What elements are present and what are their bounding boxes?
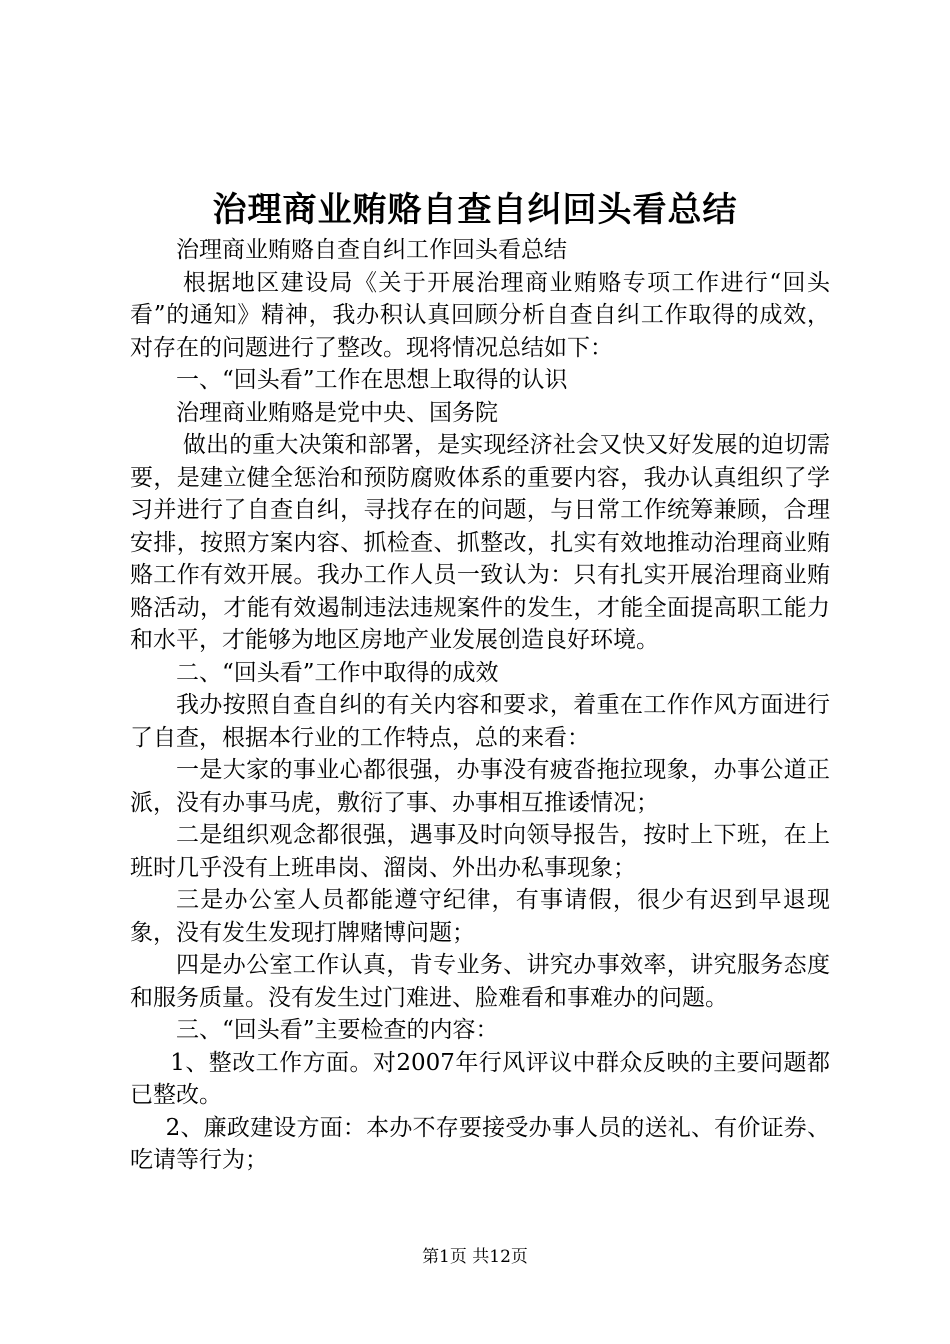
paragraph-section-1-lead: 治理商业贿赂是党中央、国务院	[176, 399, 498, 426]
paragraph-point-1: 一是大家的事业心都很强，办事没有疲沓拖拉现象，办事公道正派，没有办事马虎，敷衍了事、办事相互推诿情况；	[130, 757, 830, 816]
paragraph-item-1: 1、整改工作方面。对2007年行风评议中群众反映的主要问题都已整改。	[130, 1049, 830, 1108]
document-title: 治理商业贿赂自查自纠回头看总结	[212, 190, 738, 230]
document-body	[130, 234, 830, 1177]
paragraph-section-1-body: 做出的重大决策和部署，是实现经济社会又快又好发展的迫切需要，是建立健全惩治和预防腐败体系的重要内容，我办认真组织了学习并进行了自查自纠，寻找存在的问题，与日常工作统筹兼顾，合理安排，按照方案内容、抓检查、抓整改，扎实有效地推动治理商业贿赂工作有效开展。我办工作人员一致认为：只有扎实开展治理商业贿赂活动，才能有效遏制违法违规案件的发生，才能全面提高职工能力和水平，才能够为地区房地产业发展创造良好环境。	[130, 432, 830, 653]
paragraph-point-3: 三是办公室人员都能遵守纪律，有事请假，很少有迟到早退现象，没有发生发现打牌赌博问题；	[130, 887, 830, 946]
heading-section-3: 三、“回头看”主要检查的内容：	[176, 1017, 499, 1043]
paragraph-section-2-intro: 我办按照自查自纠的有关内容和要求，着重在工作作风方面进行了自查，根据本行业的工作特点，总的来看：	[130, 692, 830, 751]
paragraph-point-4: 四是办公室工作认真，肯专业务、讲究办事效率，讲究服务态度和服务质量。没有发生过门难进、脸难看和事难办的问题。	[130, 952, 830, 1011]
paragraph-intro: 根据地区建设局《关于开展治理商业贿赂专项工作进行“回头看”的通知》精神，我办积认真回顾分析自查自纠工作取得的成效，对存在的问题进行了整改。现将情况总结如下：	[130, 269, 830, 361]
paragraph-subtitle: 治理商业贿赂自查自纠工作回头看总结	[176, 237, 567, 263]
heading-section-1: 一、“回头看”工作在思想上取得的认识	[176, 367, 568, 393]
page-number-footer: 第1页 共12页	[422, 1247, 528, 1267]
heading-section-2: 二、“回头看”工作中取得的成效	[176, 659, 499, 686]
paragraph-item-2: 2、廉政建设方面：本办不存要接受办事人员的送礼、有价证券、吃请等行为；	[130, 1114, 830, 1173]
paragraph-point-2: 二是组织观念都很强，遇事及时向领导报告，按时上下班，在上班时几乎没有上班串岗、溜岗、外出办私事现象；	[130, 822, 830, 881]
